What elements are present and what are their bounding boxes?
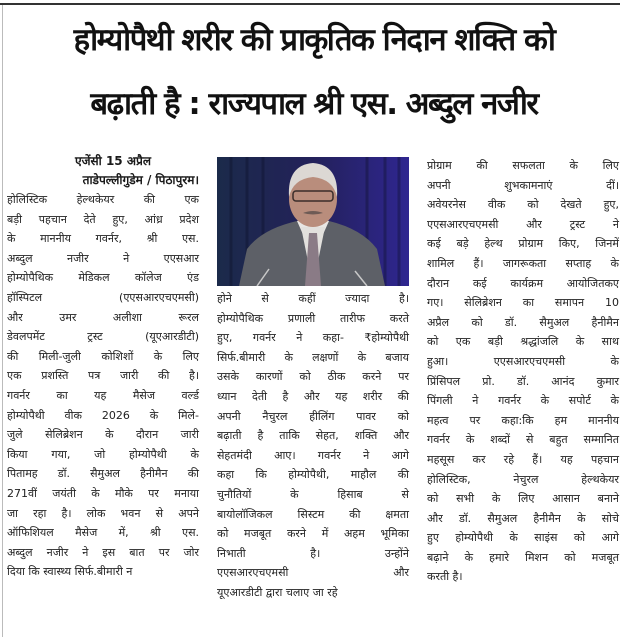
article-text-line: यूएआरडीटी द्वारा चलाए जा रहे — [217, 585, 338, 599]
article-text-line: चुनौतियों के हिसाब से — [217, 487, 409, 501]
article-text-line: दिया कि स्वास्थ्य सिर्फ.बीमारी न — [7, 565, 133, 579]
article-text-line: हुए, गवर्नर ने कहा- ₹होम्योपैथी — [217, 331, 409, 345]
article-text-line: सिर्फ.बीमारी के लक्षणों के बजाय — [217, 350, 409, 364]
article-text-line: शामिल हैं। जागरूकता सप्ताह के — [427, 256, 619, 270]
article-text-line: को एक बड़ी श्रद्धांजलि के साथ — [427, 335, 619, 349]
article-text-line: जा रहा है। लोक भवन से अपने — [7, 506, 199, 520]
article-column-3 — [427, 156, 619, 587]
top-rule — [0, 3, 620, 5]
governor-photo — [217, 157, 409, 286]
article-text-line: बड़ी पहचान देते हुए, आंध्र प्रदेश — [7, 212, 199, 226]
article-text-line: अपनी नैचुरल हीलिंग पावर को — [217, 409, 409, 423]
article-text-line: बढ़ाने के हमारे मिशन को मजबूत — [427, 550, 619, 564]
article-text-line: अवेयरनेस वीक को देखते हुए, — [427, 198, 619, 212]
article-text-line: प्रिंसिपल प्रो. डॉ. आनंद कुमार — [427, 374, 619, 388]
article-text-line: कहा कि होम्योपैथी, माहौल की — [217, 468, 409, 482]
article-text-line: हॉस्पिटल (एएसआरएचएमसी) — [7, 290, 199, 304]
article-column-1 — [7, 190, 199, 582]
article-text-line: अब्दुल नजीर ने इस बात पर जोर — [7, 545, 199, 559]
article-text-line: कई बड़े हेल्थ प्रोग्राम किए, जिनमें — [427, 237, 619, 251]
article-text-line: बढ़ाती है ताकि सेहत, शक्ति और — [217, 429, 409, 443]
headline-line-2: बढ़ाती है : राज्यपाल श्री एस. अब्दुल नजीर — [90, 86, 538, 122]
article-text-line: दौरान कई कार्यक्रम आयोजितकए — [427, 276, 619, 290]
article-text-line: गए। सेलिब्रेशन का समापन 10 — [427, 296, 619, 310]
headline-line-1: होम्योपैथी शरीर की प्राकृतिक निदान शक्ति को — [73, 22, 555, 58]
article-text-line: होलिस्टिक, नेचुरल हेल्थकेयर — [427, 472, 619, 486]
dateline-place: ताडेपल्लीगुडेम / पिठापुरम। — [82, 173, 199, 187]
article-text-line: किया गया, जो होम्योपैथी के — [7, 447, 199, 461]
article-text-line: ध्यान देती है और यह शरीर की — [217, 389, 409, 403]
article-text-line: ऑफिशियल मैसेज में, श्री एस. — [7, 526, 199, 540]
article-text-line: हुआ। एएसआरएचएमसी के — [427, 354, 619, 368]
article-text-line: अप्रैल को डॉ. सैमुअल हैनीमैन — [427, 315, 619, 329]
article-text-line: होने से कहीं ज्यादा है। — [217, 292, 409, 305]
dateline — [7, 152, 199, 190]
governor-portrait-image — [217, 157, 409, 286]
article-text-line: होम्योपैथिक मेडिकल कॉलेज एंड — [7, 271, 199, 285]
article-text-line: जुले सेलिब्रेशन के दौरान जारी — [7, 428, 199, 442]
article-text-line: एक प्रशस्ति पत्र जारी की है। — [7, 369, 199, 383]
article-text-line: उसके कारणों को ठीक करने पर — [217, 370, 409, 384]
article-text-line: गवर्नर का यह मैसेज वर्ल्ड — [7, 388, 199, 402]
article-text-line: एएसआरएचएमसी और — [217, 566, 409, 580]
article-text-line: बायोलॉजिकल सिस्टम की क्षमता — [217, 507, 409, 521]
article-text-line: के माननीय गवर्नर, श्री एस. — [7, 232, 199, 246]
article-text-line: महसूस कर रहे हैं। यह पहचान — [427, 452, 619, 466]
article-text-line: की मिली-जुली कोशिशों के लिए — [7, 349, 199, 363]
article-text-line: करती है। — [427, 570, 463, 584]
article-text-line: प्रोग्राम की सफलता के लिए — [427, 159, 619, 172]
article-text-line: एएसआरएचएमसी और ट्रस्ट ने — [427, 217, 619, 231]
article-text-line: होलिस्टिक हेल्थकेयर की एक — [7, 193, 199, 206]
article-text-line: डेवलपमेंट ट्रस्ट (यूएआरडीटी) — [7, 330, 199, 344]
article-text-line: होम्योपैथी वीक 2026 के मिले- — [7, 408, 199, 422]
article-text-line: और उमर अलीशा रूरल — [7, 310, 199, 324]
article-column-2 — [217, 289, 409, 603]
agency-date: एजेंसी 15 अप्रैल — [75, 154, 151, 168]
article-text-line: होम्योपैथिक प्रणाली तारीफ करते — [217, 311, 409, 325]
article-text-line: निभाती है। उन्होंने — [217, 546, 409, 560]
article-text-line: और डॉ. सैमुअल हैनीमैन के सोचे — [427, 511, 619, 525]
article-text-line: पितामह डॉ. सैमुअल हैनीमैन की — [7, 467, 199, 481]
article-text-line: महत्व पर कहा:कि हम माननीय — [427, 413, 619, 427]
article-text-line: को सभी के लिए आसान बनाने — [427, 492, 619, 506]
article-text-line: 271वीं जयंती के मौके पर मनाया — [7, 486, 199, 500]
article-text-line: अब्दुल नजीर ने एएसआर — [7, 251, 199, 265]
article-text-line: को मजबूत करने में अहम भूमिका — [217, 527, 409, 541]
article-text-line: पिंगली ने गवर्नर के सपोर्ट के — [427, 394, 619, 408]
article-text-line: सेहतमंदी आए। गवर्नर ने आगे — [217, 448, 409, 462]
left-column-rule — [2, 5, 3, 637]
article-text-line: अपनी शुभकामनाएं दीं। — [427, 178, 619, 192]
article-text-line: हुए होम्योपैथी के साइंस को आगे — [427, 531, 619, 545]
headline — [6, 8, 622, 136]
article-text-line: गवर्नर के शब्दों से बहुत सम्मानित — [427, 433, 619, 447]
